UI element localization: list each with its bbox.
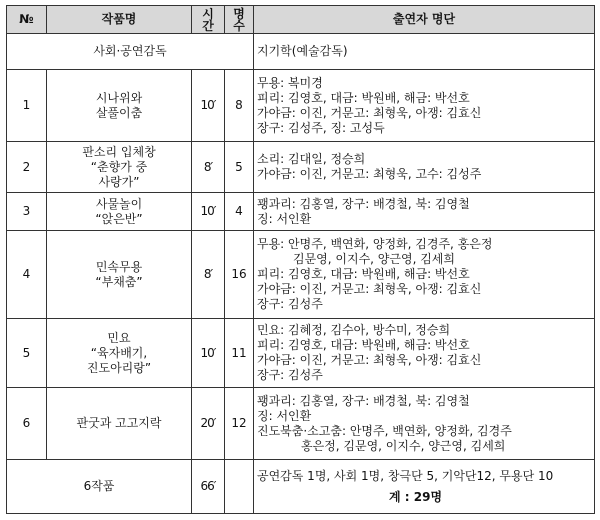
cast-line: 꽹과리: 김홍열, 장구: 배경철, 북: 김영철 [257,393,470,408]
row-time: 10′ [192,193,225,231]
row-cast [254,388,595,460]
row-title-line: 민속무용 [95,259,143,274]
row-count: 4 [225,193,254,231]
row-title-line: 사랑가” [98,174,140,189]
table-row [7,231,595,319]
header-cast: 출연자 명단 [254,6,595,34]
row-time: 20′ [192,388,225,460]
row-time: 10′ [192,319,225,388]
row-title [47,142,192,193]
header-count-char-1: 명 [233,6,245,21]
header-time [192,6,225,34]
header-title: 작품명 [47,6,192,34]
cast-line: 무용: 복미경 [257,75,323,90]
footer-label: 6작품 [7,460,192,514]
row-cast [254,142,595,193]
row-count: 5 [225,142,254,193]
row-title-line: 살풀이춤 [95,105,143,120]
cast-line: 홍은정, 김문영, 이지수, 양근영, 김세희 [301,438,506,453]
row-cast [254,193,595,231]
direction-label: 사회·공연감독 [7,34,254,70]
row-title-line: “부채춤” [95,274,143,289]
direction-row [7,34,595,70]
cast-line: 피리: 김영호, 대금: 박원배, 해금: 박선호 [257,90,470,105]
row-title-line: “춘향가 중 [90,159,148,174]
cast-line: 가야금: 이진, 거문고: 최형욱, 아쟁: 김효신 [257,105,482,120]
row-title [47,193,192,231]
cast-line: 민요: 김혜정, 김수아, 방수미, 정승희 [257,323,451,337]
row-title [47,388,192,460]
cast-line: 김문영, 이지수, 양근영, 김세희 [293,252,455,266]
cast-line: 장구: 김성주 [257,368,323,382]
footer-row [7,460,595,514]
row-time: 8′ [192,142,225,193]
row-title-line: 판소리 입체창 [82,144,156,159]
table-row [7,319,595,388]
footer-summary: 공연감독 1명, 사회 1명, 창극단 5, 기악단12, 무용단 10 [257,468,554,483]
direction-value: 지기학(예술감독) [254,34,595,70]
cast-line: 장구: 김성주 [257,297,323,311]
cast-line: 피리: 김영호, 대금: 박원배, 해금: 박선호 [257,338,470,352]
header-count-char-2: 수 [233,18,245,33]
header-no: № [7,6,47,34]
cast-line: 가야금: 이진, 거문고: 최형욱, 고수: 김성주 [257,167,482,181]
header-row [7,6,595,34]
row-title-line: 진도아리랑” [86,360,152,375]
row-no: 5 [7,319,47,388]
cast-line: 가야금: 이진, 거문고: 최형욱, 아쟁: 김효신 [257,353,482,367]
footer-time: 66′ [192,460,225,514]
cast-line: 장구: 김성주, 징: 고성득 [257,120,385,135]
row-time: 10′ [192,70,225,142]
row-count: 8 [225,70,254,142]
cast-line: 징: 서인환 [257,408,312,423]
cast-line: 무용: 안명주, 백연화, 양정화, 김경주, 홍은정 [257,237,493,251]
row-title-line: 판굿과 고고지락 [76,416,162,430]
footer-total: 계 : 29명 [389,489,443,504]
row-no: 2 [7,142,47,193]
cast-line: 진도북춤·소고춤: 안명주, 백연화, 양정화, 김경주 [257,423,512,438]
table-row [7,388,595,460]
cast-line: 소리: 김대일, 정승희 [257,152,366,166]
row-count: 16 [225,231,254,319]
cast-line: 징: 서인환 [257,211,312,226]
header-time-char-2: 간 [202,18,214,33]
cast-roster-table [6,5,595,514]
row-title-line: “육자배기, [90,345,148,360]
row-title-line: “앉은반” [95,211,143,226]
row-no: 1 [7,70,47,142]
row-title [47,319,192,388]
row-no: 3 [7,193,47,231]
table-row [7,70,595,142]
table-row [7,142,595,193]
cast-line: 꽹과리: 김홍열, 장구: 배경철, 북: 김영철 [257,196,470,211]
footer-count [225,460,254,514]
row-count: 12 [225,388,254,460]
row-no: 4 [7,231,47,319]
row-cast [254,319,595,388]
row-title-line: 민요 [107,330,131,345]
row-title [47,231,192,319]
footer-summary-cell [254,460,595,514]
header-time-char-1: 시 [202,6,214,21]
row-cast [254,70,595,142]
table-row [7,193,595,231]
row-no: 6 [7,388,47,460]
cast-line: 가야금: 이진, 거문고: 최형욱, 아쟁: 김효신 [257,282,482,296]
row-title-line: 사물놀이 [95,196,143,211]
row-time: 8′ [192,231,225,319]
row-cast [254,231,595,319]
row-title-line: 시나위와 [95,90,143,105]
row-count: 11 [225,319,254,388]
cast-line: 피리: 김영호, 대금: 박원배, 해금: 박선호 [257,267,470,281]
row-title [47,70,192,142]
header-count [225,6,254,34]
